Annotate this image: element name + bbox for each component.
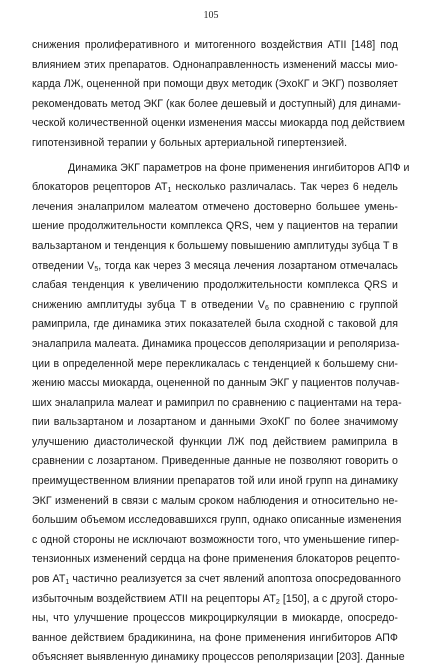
- text-line: объясняет выявленную динамику процессов реполяризации [203]. Данные: [32, 651, 405, 664]
- text-line: ванное действием брадикинина, на фоне применения ингибиторов АПФ: [32, 631, 398, 644]
- text-line: отведении $V_5$, тогда как через 3 месяца лечения лозартаном отмечалась: [32, 259, 398, 273]
- text-line: блокаторов рецепторов $AT_1$ несколько различалась. Так через 6 недель: [32, 181, 398, 195]
- text-line: лечения эналаприлом малеатом отмечено достоверно большее умень-: [32, 200, 398, 213]
- text-line: рекомендовать метод ЭКГ (как более дешевый и доступный) для динами-: [32, 97, 401, 110]
- text-line: ЭКГ изменений в связи с малым сроком наблюдения и относительно не-: [32, 494, 398, 507]
- text-line: большим объемом исследовавшихся групп, однако описанные изменения: [32, 514, 402, 527]
- text-line: ческой количественной оценки изменения массы миокарда под действием: [32, 117, 405, 130]
- text-line: жению массы миокарда, оцененной по данным ЭКГ у пациентов получав-: [32, 377, 400, 390]
- paragraph-2: [32, 159, 410, 668]
- text-line: эналаприла малеата. Динамика процессов деполяризации и реполяриза-: [32, 337, 400, 350]
- text-line: ции в определенной мере перекликалась с тенденцией к большему сни-: [32, 357, 398, 370]
- text-line: ших эналаприла малеат и рамиприл по сравнению с пациентами на тера-: [32, 396, 402, 409]
- text-line: преимущественном влиянии препаратов той или иной групп на динамику: [32, 475, 398, 488]
- page-number: 105: [203, 10, 219, 21]
- text-line: снижению амплитуды зубца T в отведении $V_6$ по сравнению с группой: [32, 298, 398, 312]
- text-line: избыточным воздействием ATII на рецепторы $AT_2$ [150], а с другой сторо-: [32, 592, 398, 606]
- text-line: пии вальзартаном и лозартаном и данными ЭхоКГ по более значимому: [32, 416, 398, 429]
- text-line: ров $AT_1$ частично реализуется за счет явлений апоптоза опосредованного: [32, 573, 401, 587]
- text-line: слабая тенденция к увеличению продолжительности комплекса QRS и: [32, 279, 398, 292]
- text-line: снижения пролиферативного и митогенного воздействия ATII [148] под: [32, 39, 398, 51]
- text-line: с одной стороны не исключают возможности того, что уменьшение гипер-: [32, 533, 400, 546]
- text-line: тензионных изменений сердца на фоне применения блокаторов рецепто-: [32, 553, 400, 566]
- text-line: гипотензивной терапии у больных артериальной гипертензией.: [32, 136, 348, 149]
- text-line: сравнении с лозартаном. Приведенные данные не позволяют говорить о: [32, 455, 398, 468]
- document-body: [32, 36, 410, 668]
- text-line: рамиприла, где динамика этих показателей была сходной с таковой для: [32, 318, 398, 331]
- text-line: улучшению диастолической функции ЛЖ под действием рамиприла в: [32, 435, 398, 448]
- text-line: влиянием этих препаратов. Однонаправленность изменений массы мио-: [32, 58, 398, 71]
- paragraph-1: [32, 36, 405, 154]
- text-line: Динамика ЭКГ параметров на фоне применения ингибиторов АПФ и: [68, 161, 410, 174]
- text-line: вальзартаном и тенденция к большему повышению амплитуды зубца T в: [32, 239, 398, 252]
- text-line: шение продолжительности комплекса QRS, чем у пациентов на терапии: [32, 220, 398, 233]
- text-line: карда ЛЖ, оцененной при помощи двух методик (ЭхоКГ и ЭКГ) позволяет: [32, 78, 398, 91]
- text-line: ны, что улучшение процессов микроциркуляции в миокарде, опосредо-: [32, 612, 398, 625]
